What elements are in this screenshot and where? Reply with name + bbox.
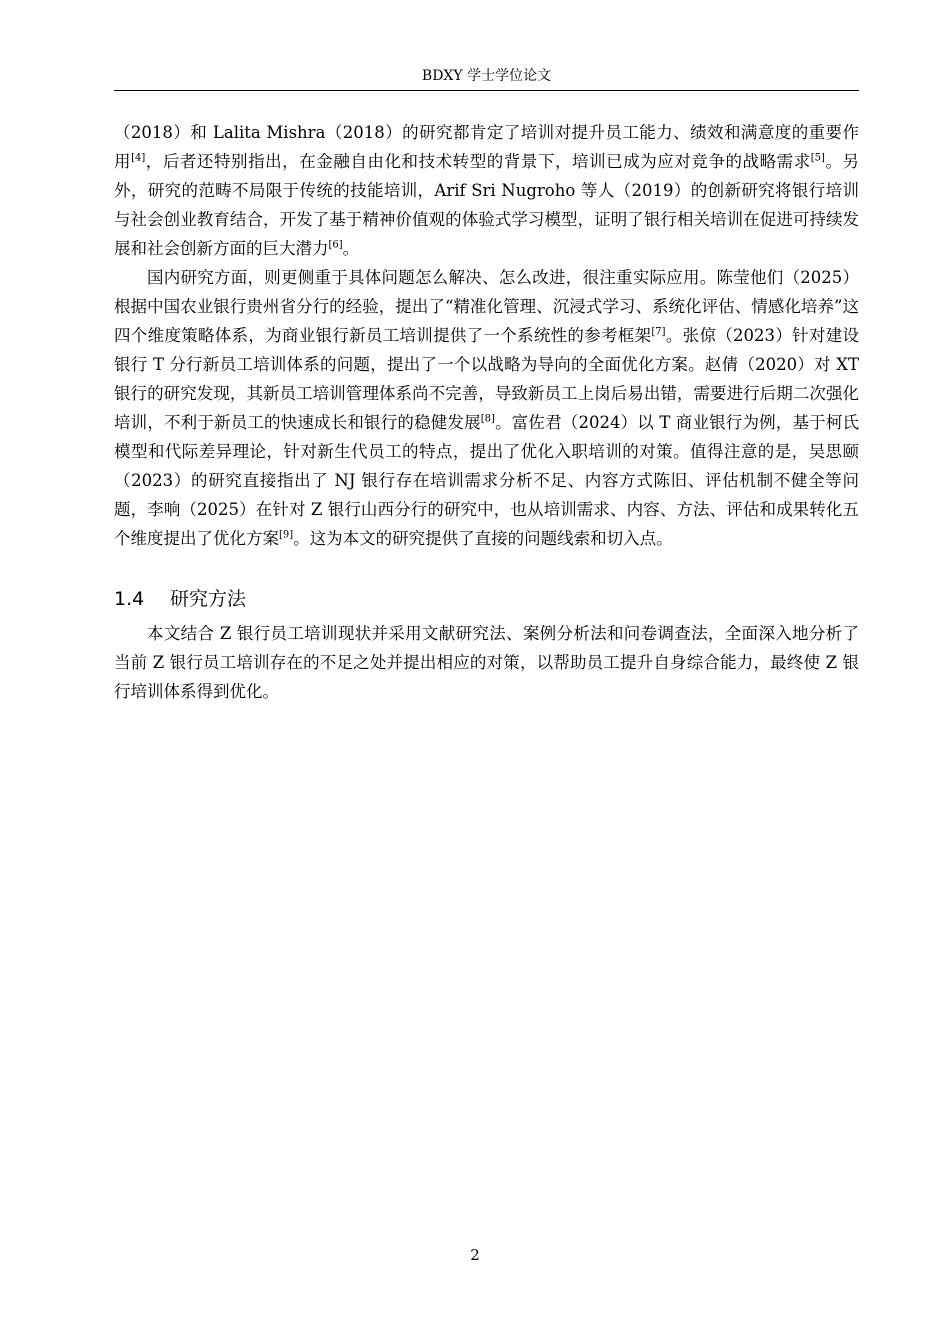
citation-6: [6]	[328, 239, 343, 251]
text-run: 。张倞（2023）针对建设银行 T 分行新员工培训体系的问题，提出了一个以战略为导向的全面优化方案。赵倩（2020）对 XT 银行的研究发现，其新员工培训管理体系尚不完善，导致新员工上岗后易出错，需要进行后期二次强化培训，不利于新员工的快速成长和银行的稳健发展	[114, 326, 860, 432]
text-run: （2018）和 Lalita Mishra（2018）的研究都肯定了培训对提升员工能力、绩效和满意度的重要作用	[114, 123, 859, 171]
text-run: 。	[342, 239, 360, 258]
paragraph-foreign-research	[114, 118, 859, 263]
page-number: 2	[470, 1246, 480, 1264]
text-run: 。富佐君（2024）以 T 商业银行为例，基于柯氏模型和代际差异理论，针对新生代员工的特点，提出了优化入职培训的对策。值得注意的是，吴思颐（2023）的研究直接指出了 NJ 银行存在培训需求分析不足、内容方式陈旧、评估机制不健全等问题，李响（2025）在针对 Z 银行山西分行的研究中，也从培训需求、内容、方法、评估和成果转化五个维度提出了优化方案	[114, 413, 859, 548]
text-run: 。这为本文的研究提供了直接的问题线索和切入点。	[293, 529, 673, 548]
citation-5: [5]	[810, 152, 825, 164]
section-heading	[114, 585, 859, 613]
paragraph-domestic-research	[114, 263, 859, 553]
citation-8: [8]	[480, 413, 495, 425]
section-title: 研究方法	[170, 588, 247, 610]
running-header	[114, 66, 859, 91]
citation-4: [4]	[131, 152, 146, 164]
page-body	[114, 118, 859, 706]
section-number: 1.4	[114, 588, 145, 610]
citation-9: [9]	[279, 529, 294, 541]
citation-7: [7]	[651, 326, 666, 338]
text-run: 。另外，研究的范畴不局限于传统的技能培训，Arif Sri Nugroho 等人（2019）的创新研究将银行培训与社会创业教育结合，开发了基于精神价值观的体验式学习模型，证明了银行相关培训在促进可持续发展和社会创新方面的巨大潜力	[114, 152, 860, 258]
text-run: 国内研究方面，则更侧重于具体问题怎么解决、怎么改进，很注重实际应用。陈莹他们（2025）根据中国农业银行贵州省分行的经验，提出了“精准化管理、沉浸式学习、系统化评估、情感化培养”这四个维度策略体系，为商业银行新员工培训提供了一个系统性的参考框架	[114, 268, 859, 345]
text-run: ，后者还特别指出，在金融自由化和技术转型的背景下，培训已成为应对竞争的战略需求	[145, 152, 811, 171]
paragraph-research-methods: 本文结合 Z 银行员工培训现状并采用文献研究法、案例分析法和问卷调查法，全面深入地分析了当前 Z 银行员工培训存在的不足之处并提出相应的对策，以帮助员工提升自身综合能力，最终使 Z 银行培训体系得到优化。	[114, 624, 859, 701]
running-header-title: BDXY 学士学位论文	[421, 68, 552, 84]
